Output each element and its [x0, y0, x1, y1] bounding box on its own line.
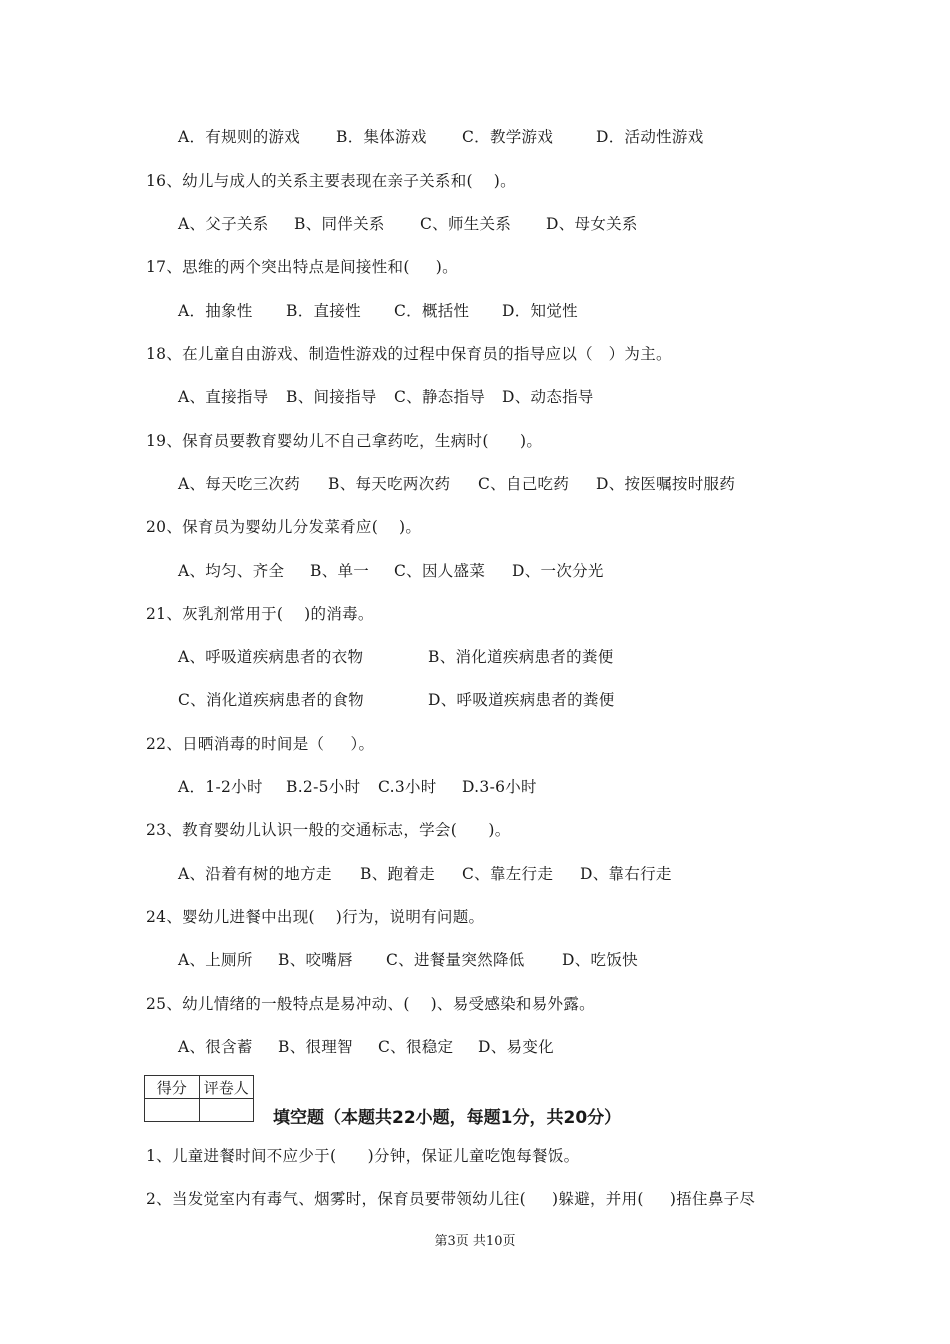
q20-option-a: A、均匀、齐全: [178, 562, 285, 580]
q17-option-c: C．概括性: [394, 302, 470, 320]
score-cell[interactable]: [145, 1099, 200, 1122]
question-18: 18、在儿童自由游戏、制造性游戏的过程中保育员的指导应以（ ）为主。: [146, 345, 672, 363]
q16-option-d: D、母女关系: [546, 215, 638, 233]
grader-label: 评卷人: [199, 1076, 254, 1099]
q23-option-a: A、沿着有树的地方走: [178, 865, 332, 883]
question-20: 20、保育员为婴幼儿分发菜肴应( )。: [146, 518, 422, 536]
q24-option-d: D、吃饭快: [562, 951, 638, 969]
q18-option-b: B、间接指导: [286, 388, 377, 406]
question-25: 25、幼儿情绪的一般特点是易冲动、( )、易受感染和易外露。: [146, 995, 595, 1013]
grader-cell[interactable]: [199, 1099, 254, 1122]
q25-option-d: D、易变化: [478, 1038, 554, 1056]
q25-option-a: A、很含蓄: [178, 1038, 253, 1056]
q17-option-d: D．知觉性: [502, 302, 578, 320]
q22-option-b: B.2-5小时: [286, 778, 361, 796]
q25-option-c: C、很稳定: [378, 1038, 454, 1056]
q21-option-a: A、呼吸道疾病患者的衣物: [178, 648, 364, 666]
q16-option-a: A、父子关系: [178, 215, 269, 233]
question-24: 24、婴幼儿进餐中出现( )行为，说明有问题。: [146, 908, 485, 926]
q23-option-b: B、跑着走: [360, 865, 435, 883]
q19-option-d: D、按医嘱按时服药: [596, 475, 736, 493]
score-label: 得分: [145, 1076, 200, 1099]
q19-option-a: A、每天吃三次药: [178, 475, 301, 493]
q17-option-a: A．抽象性: [178, 302, 253, 320]
q15-option-b: B．集体游戏: [336, 128, 427, 146]
q19-option-c: C、自己吃药: [478, 475, 570, 493]
q25-option-b: B、很理智: [278, 1038, 353, 1056]
q15-option-a: A．有规则的游戏: [178, 128, 301, 146]
q16-option-c: C、师生关系: [420, 215, 512, 233]
q22-option-d: D.3-6小时: [462, 778, 537, 796]
q17-option-b: B．直接性: [286, 302, 361, 320]
question-16: 16、幼儿与成人的关系主要表现在亲子关系和( )。: [146, 172, 516, 190]
fill-question-1: 1、儿童进餐时间不应少于( )分钟，保证儿童吃饱每餐饭。: [146, 1147, 580, 1165]
question-22: 22、日晒消毒的时间是（ ）。: [146, 735, 375, 753]
q18-option-d: D、动态指导: [502, 388, 594, 406]
q24-option-a: A、上厕所: [178, 951, 253, 969]
q21-option-b: B、消化道疾病患者的粪便: [428, 648, 614, 666]
q20-option-c: C、因人盛菜: [394, 562, 486, 580]
q21-option-c: C、消化道疾病患者的食物: [178, 691, 364, 709]
q23-option-d: D、靠右行走: [580, 865, 672, 883]
question-23: 23、教育婴幼儿认识一般的交通标志，学会( )。: [146, 821, 511, 839]
q15-option-c: C．教学游戏: [462, 128, 554, 146]
question-17: 17、思维的两个突出特点是间接性和( )。: [146, 258, 458, 276]
q18-option-c: C、静态指导: [394, 388, 486, 406]
q21-option-d: D、呼吸道疾病患者的粪便: [428, 691, 615, 709]
q20-option-b: B、单一: [310, 562, 370, 580]
q22-option-a: A．1-2小时: [178, 778, 263, 796]
fill-question-2: 2、当发觉室内有毒气、烟雾时，保育员要带领幼儿往( )躲避，并用( )捂住鼻子尽: [146, 1190, 756, 1208]
q16-option-b: B、同伴关系: [294, 215, 385, 233]
q24-option-c: C、进餐量突然降低: [386, 951, 525, 969]
section-title: 填空题（本题共22小题，每题1分，共20分）: [273, 1108, 622, 1128]
q18-option-a: A、直接指导: [178, 388, 269, 406]
q20-option-d: D、一次分光: [512, 562, 604, 580]
q23-option-c: C、靠左行走: [462, 865, 554, 883]
q24-option-b: B、咬嘴唇: [278, 951, 353, 969]
question-21: 21、灰乳剂常用于( )的消毒。: [146, 605, 374, 623]
page-footer: 第3页 共10页: [434, 1234, 516, 1249]
q15-option-d: D．活动性游戏: [596, 128, 704, 146]
score-box: [144, 1075, 254, 1122]
q19-option-b: B、每天吃两次药: [328, 475, 451, 493]
q22-option-c: C.3小时: [378, 778, 437, 796]
question-19: 19、保育员要教育婴幼儿不自己拿药吃，生病时( )。: [146, 432, 543, 450]
